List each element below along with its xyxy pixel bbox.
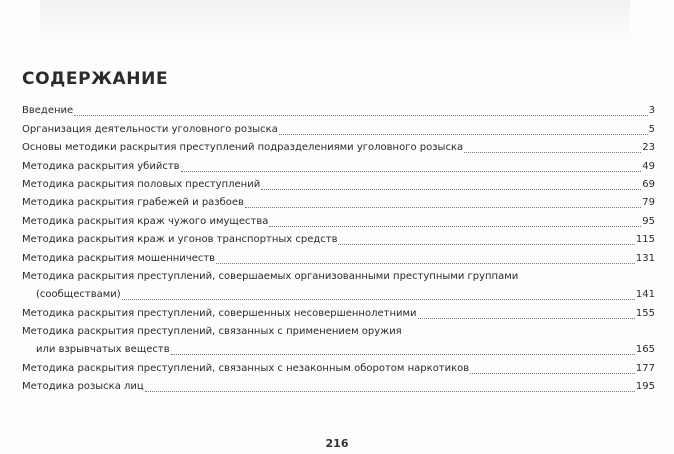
toc-entry-label: Методика раскрытия преступлений, связанных с незаконным оборотом наркотиков [22,362,470,374]
toc-entry-page: 49 [642,160,655,172]
toc-entry [22,212,655,230]
toc-entry-page: 5 [648,123,655,135]
toc-entry-label: Методика раскрытия краж и угонов транспортных средств [22,234,338,246]
toc-entry-page: 165 [635,344,655,356]
toc-leader-dots [261,189,641,190]
toc-leader-dots [122,299,635,300]
toc-entry-page: 115 [635,234,655,246]
toc-leader-dots [181,171,642,172]
toc-leader-dots [145,391,635,392]
toc-leader-dots [418,318,635,319]
toc-entry-first-line: Методика раскрытия преступлений, совершаемых организованными преступными группами [22,270,519,282]
toc-entry [22,157,655,175]
page-number: 216 [325,437,349,450]
toc-entry-label: или взрывчатых веществ [36,344,170,356]
toc-entry-page: 141 [635,289,655,301]
toc-entry [22,102,655,120]
toc-entry-page: 79 [642,197,655,209]
toc-entry-label: Методика раскрытия краж чужого имущества [22,215,269,227]
page-title: СОДЕРЖАНИЕ [22,69,169,89]
toc-entry-label: Методика раскрытия грабежей и разбоев [22,197,244,209]
page-background-shadow [40,0,630,40]
toc-entry-label: Основы методики раскрытия преступлений подразделениями уголовного розыска [22,142,464,154]
toc-entry-label: Введение [22,105,74,117]
toc-entry-label: Методика раскрытия убийств [22,160,180,172]
toc-leader-dots [269,226,641,227]
toc-entry-page: 177 [635,362,655,374]
toc-entry [22,139,655,157]
toc-entry [22,359,655,377]
toc-leader-dots [216,263,635,264]
toc-entry [22,249,655,267]
toc-entry [22,378,655,396]
toc-leader-dots [338,244,634,245]
toc-entry-label: Методика розыска лиц [22,381,144,393]
toc-entry-page: 195 [635,381,655,393]
toc-entry [22,194,655,212]
toc-leader-dots [464,152,641,153]
toc-entry [22,286,655,304]
toc-entry-page: 69 [642,178,655,190]
toc-entry-page: 131 [635,252,655,264]
toc-entry [22,304,655,322]
toc-leader-dots [279,134,648,135]
toc-entry-label: Организация деятельности уголовного розыска [22,123,278,135]
toc-entry [22,231,655,249]
toc-entry-label: Методика раскрытия половых преступлений [22,178,261,190]
toc-entry-page: 95 [642,215,655,227]
toc-entry [22,120,655,138]
toc-entry-label: (сообществами) [36,289,121,301]
toc-entry-label: Методика раскрытия мошенничеств [22,252,216,264]
toc-entry-page: 155 [635,307,655,319]
toc-leader-dots [470,373,635,374]
toc-leader-dots [171,354,635,355]
toc-leader-dots [245,207,641,208]
toc-entry [22,176,655,194]
toc-entry-first-line: Методика раскрытия преступлений, связанных с применением оружия [22,326,402,338]
toc-entry-page: 23 [642,142,655,154]
toc-entry-label: Методика раскрытия преступлений, совершенных несовершеннолетними [22,307,417,319]
table-of-contents [22,102,655,396]
toc-entry [22,341,655,359]
toc-entry-page: 3 [648,105,655,117]
toc-leader-dots [74,115,647,116]
